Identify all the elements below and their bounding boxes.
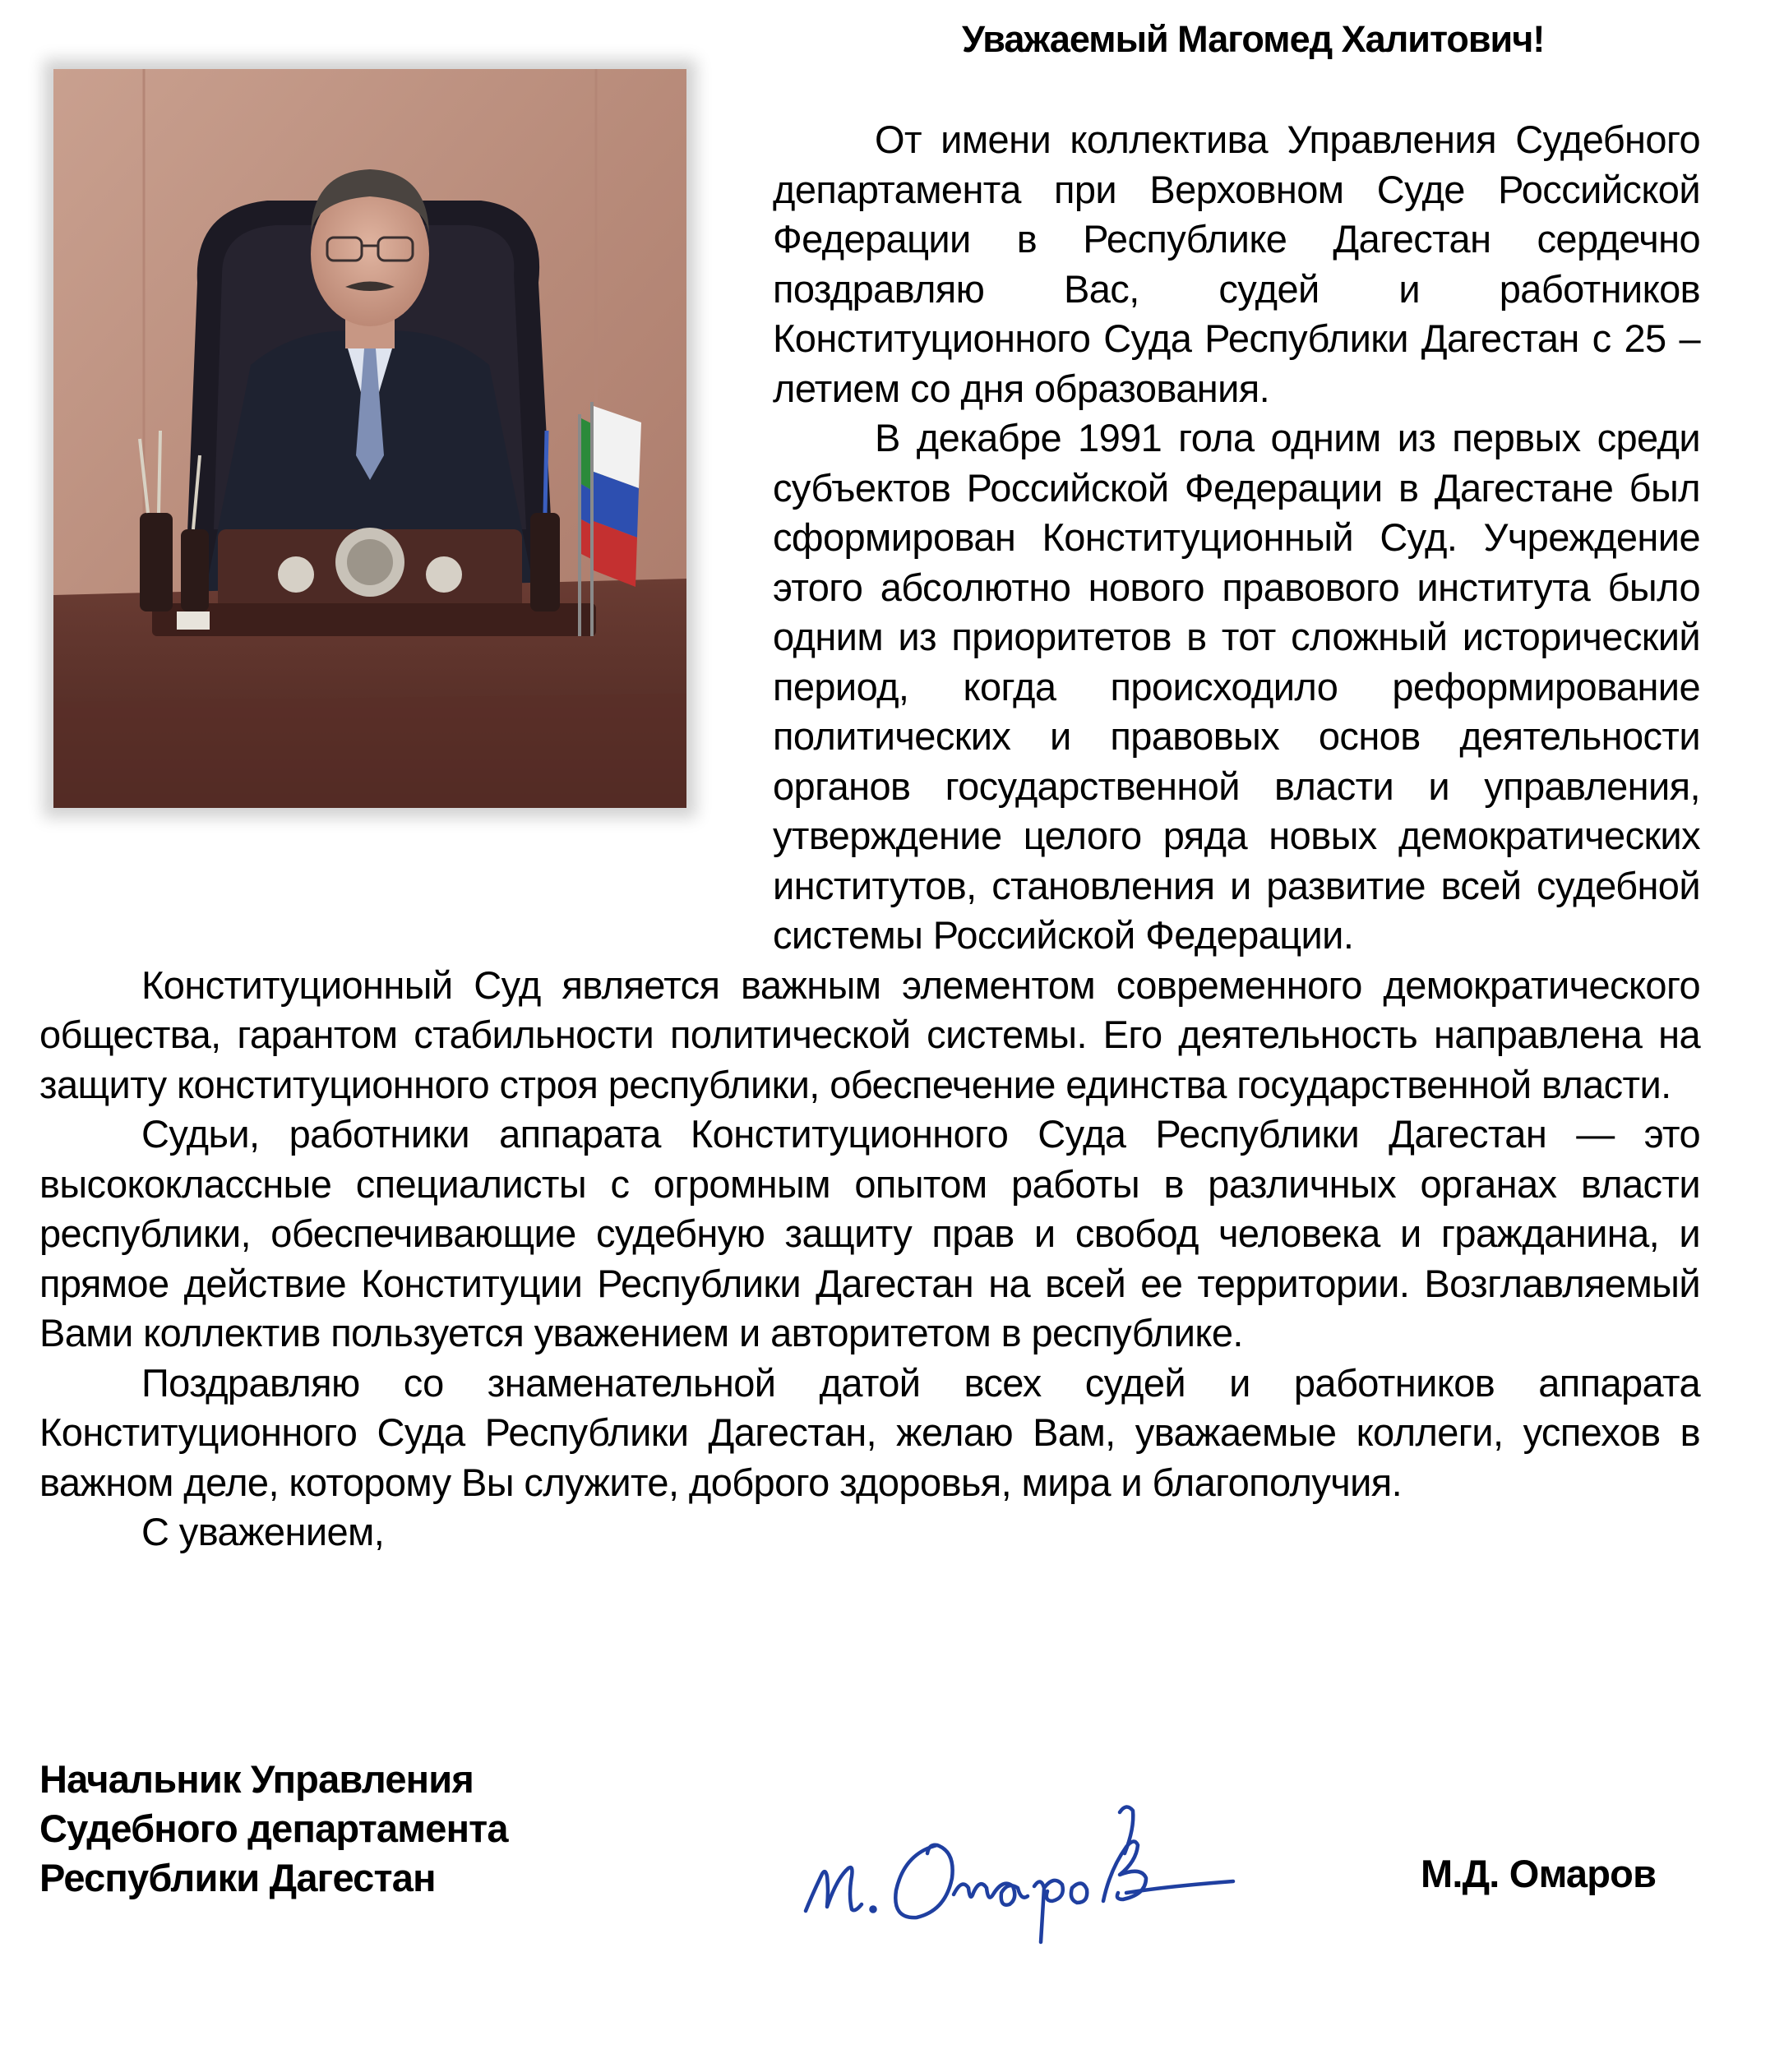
signer-title xyxy=(39,1755,508,1903)
signer-name: М.Д. Омаров xyxy=(1421,1852,1657,1895)
letter-greeting: Уважаемый Магомед Халитович! xyxy=(962,18,1545,60)
signer-title-line: Республики Дагестан xyxy=(39,1856,436,1899)
signer-title-line: Судебного департамента xyxy=(39,1807,508,1850)
letter-closing: С уважением, xyxy=(141,1510,385,1553)
letter-paragraph: Поздравляю со знаменательной датой всех судей и работников аппарата Конституционного Суда Республики Дагестан, желаю Вам, уважаемые коллеги, успехов в важном деле, которому Вы служите, доброго здоровья, мира и благополучия. xyxy=(39,1360,1700,1504)
letter-paragraph: Конституционный Суд является важным элементом современного демократического общества, гарантом стабильности политической системы. Его деятельность направлена на защиту конституционного строя республики, обеспечение единства государственной власти. xyxy=(39,962,1700,1106)
photo-text-wrap-spacer xyxy=(39,115,773,922)
letter-paragraph: В декабре 1991 гола одним из первых среди субъектов Российской Федерации в Дагестане был сформирован Конституционный Суд. Учреждение этого абсолютно нового правового института было одним из приоритетов в тот сложный исторический период, когда происходило реформирование политических и правовых основ деятельности органов государственной власти и управления, утверждение целого ряда новых демократических институтов, становления и развитие всей судебной системы Российской Федерации. xyxy=(773,416,1700,957)
letter-paragraph: Судьи, работники аппарата Конституционного Суда Республики Дагестан — это высококлассные специалисты с огромным опытом работы в различных органах власти республики, обеспечивающие судебную защиту прав и свобод человека и гражданина, и прямое действие Конституции Республики Дагестан на всей ее территории. Возглавляемый Вами коллектив пользуется уважением и авторитетом в республике. xyxy=(39,1112,1700,1354)
letter-paragraph: От имени коллектива Управления Судебного департамента при Верховном Суде Российской Федерации в Республике Дагестан сердечно поздравляю Вас, судей и работников Конституционного Суда Республики Дагестан с 25 – летием со дня образования. xyxy=(773,118,1700,410)
handwritten-signature xyxy=(797,1796,1241,1956)
signer-title-line: Начальник Управления xyxy=(39,1757,474,1801)
letter-body xyxy=(39,115,1700,1557)
